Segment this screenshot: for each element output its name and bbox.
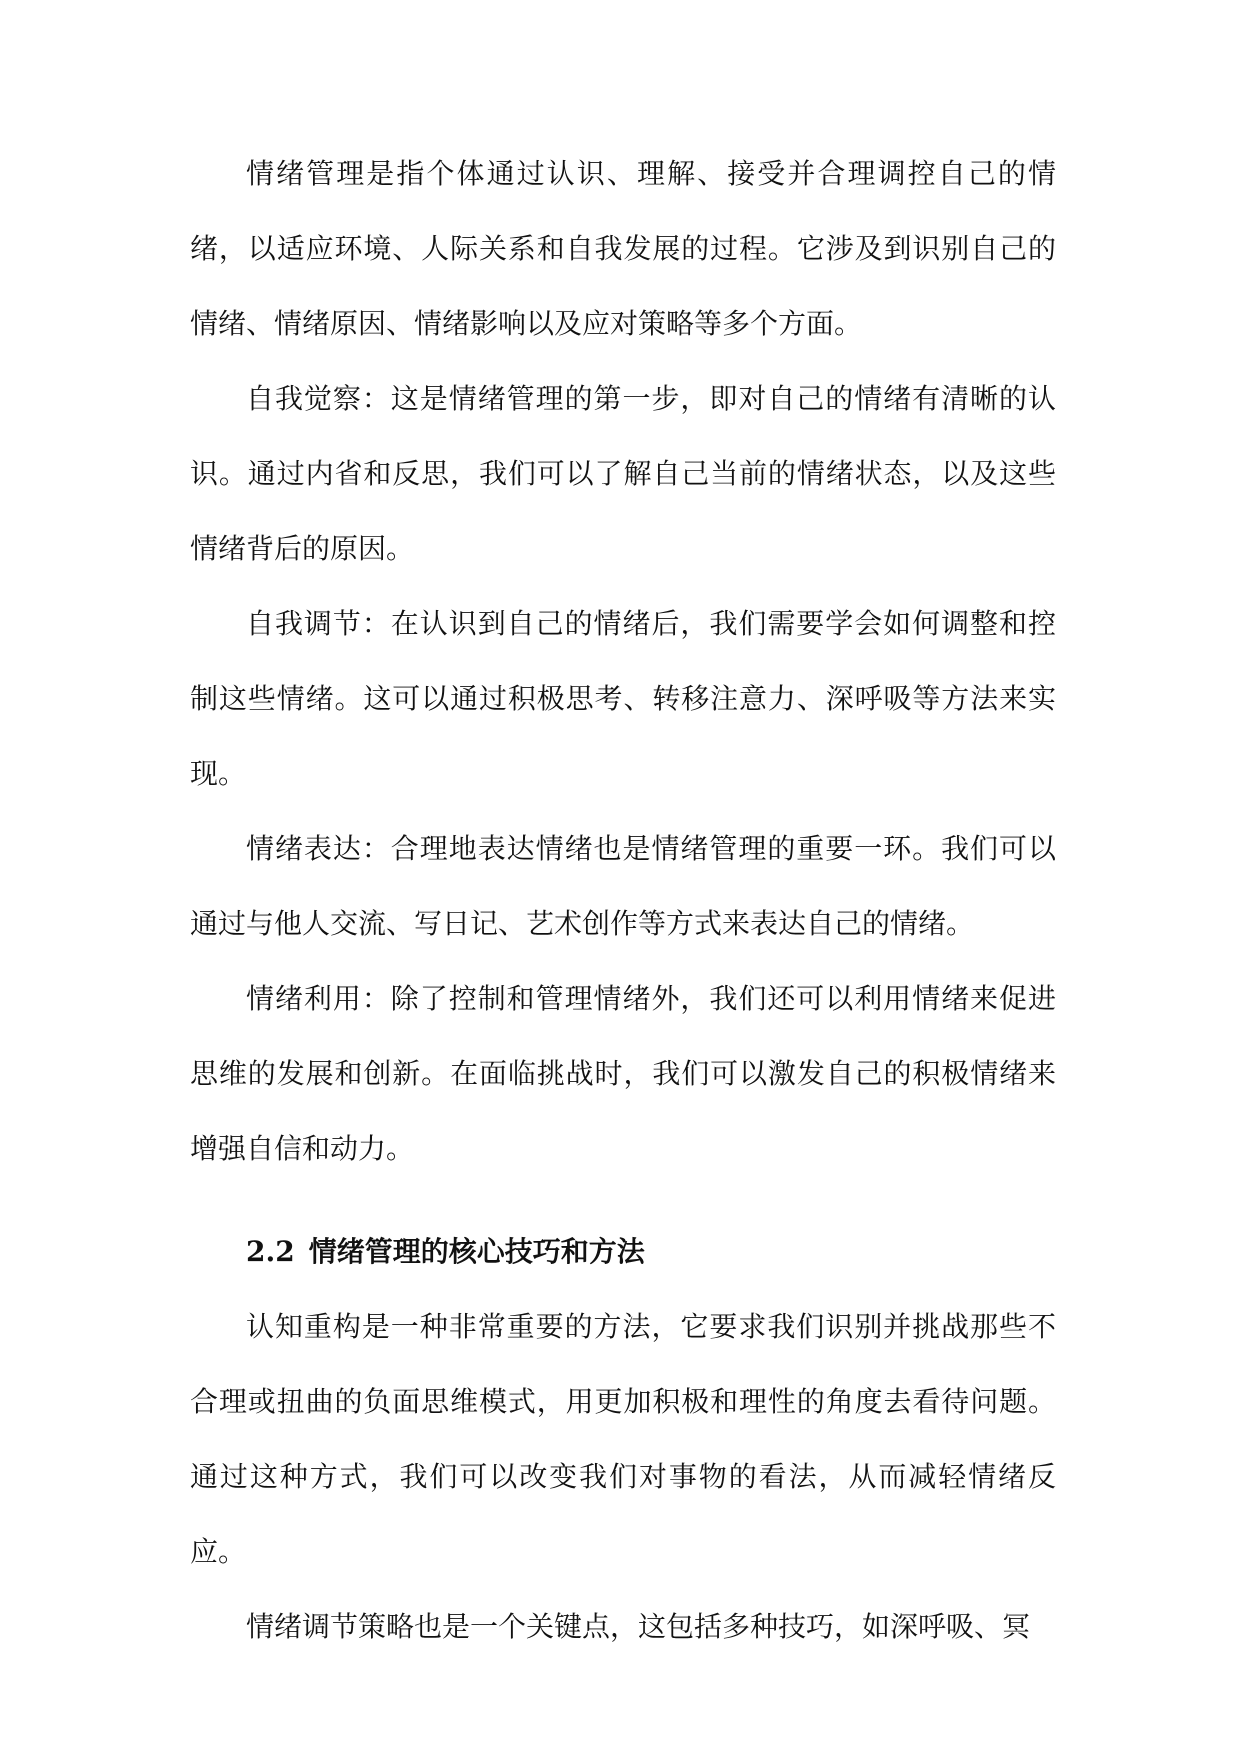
section-title: 情绪管理的核心技巧和方法 xyxy=(308,1235,645,1268)
paragraph-definition: 情绪管理是指个体通过认识、理解、接受并合理调控自己的情绪，以适应环境、人际关系和自我发展的过程。它涉及到识别自己的情绪、情绪原因、情绪影响以及应对策略等多个方面。 xyxy=(190,157,1056,340)
paragraph-regulation-strategies: 情绪调节策略也是一个关键点，这包括多种技巧，如深呼吸、冥 xyxy=(246,1610,1031,1643)
text-column xyxy=(190,136,1056,1664)
section-number: 2.2 xyxy=(246,1235,295,1268)
paragraph-emotion-utilization: 情绪利用：除了控制和管理情绪外，我们还可以利用情绪来促进思维的发展和创新。在面临挑战时，我们可以激发自己的积极情绪来增强自信和动力。 xyxy=(190,982,1056,1165)
paragraph-self-regulation: 自我调节：在认识到自己的情绪后，我们需要学会如何调整和控制这些情绪。这可以通过积极思考、转移注意力、深呼吸等方法来实现。 xyxy=(190,607,1056,790)
section-heading xyxy=(190,1214,1056,1289)
paragraph-self-awareness: 自我觉察：这是情绪管理的第一步，即对自己的情绪有清晰的认识。通过内省和反思，我们可以了解自己当前的情绪状态，以及这些情绪背后的原因。 xyxy=(190,382,1056,565)
paragraph-emotional-expression: 情绪表达：合理地表达情绪也是情绪管理的重要一环。我们可以通过与他人交流、写日记、艺术创作等方式来表达自己的情绪。 xyxy=(190,832,1056,940)
paragraph-cognitive-restructuring: 认知重构是一种非常重要的方法，它要求我们识别并挑战那些不合理或扭曲的负面思维模式，用更加积极和理性的角度去看待问题。通过这种方式，我们可以改变我们对事物的看法，从而减轻情绪反应。 xyxy=(190,1310,1056,1568)
